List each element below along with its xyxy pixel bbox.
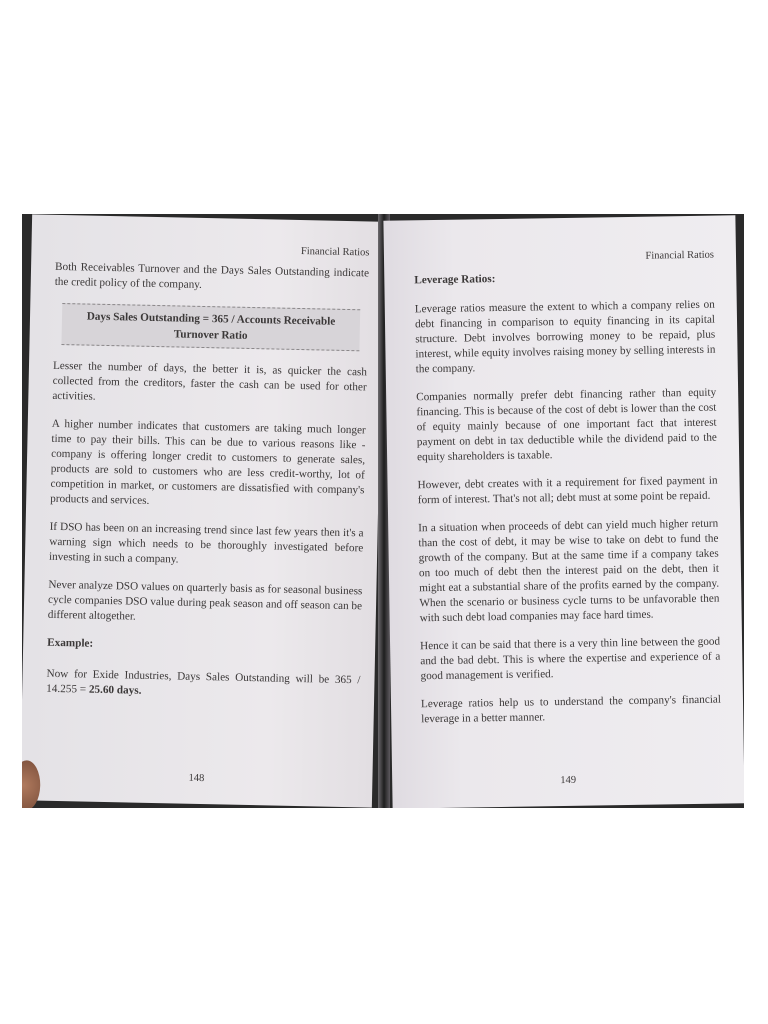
right-paragraph-1: Leverage ratios measure the extent to which a company relies on debt financing in comparison to equity financing in its capital structure. Debt involves borrowing money to be repaid, plus interest, while equity involves raising money by selling interests in the company. [414, 298, 716, 376]
left-page-number: 148 [188, 772, 205, 785]
right-paragraph-4: In a situation when proceeds of debt can yield much higher return than the cost of debt, it may be wise to take on debt to fund the growth of the company. But at the same time if a company takes on too much of debt then the interest paid on the debt, then it might eat a substantial share of the profits earned by the company. When the scenario or business cycle turns to be unfavorable then with such debt load companies may face hard times. [418, 517, 720, 625]
left-intro-paragraph: Both Receivables Turnover and the Days Sales Outstanding indicate the credit policy of the company. [54, 260, 370, 291]
example-paragraph [46, 667, 361, 704]
left-paragraph-2: A higher number indicates that customers are taking much longer time to pay their bills. This can be due to various reasons like - company is offering longer credit to customers to generate sales, products are sold to customers who are less credit-worthy, lot of competition in market, or customers are dissatisfied with company's products and services. [50, 417, 366, 507]
right-running-head: Financial Ratios [645, 249, 715, 262]
dso-formula-box: Days Sales Outstanding = 365 / Accounts Receivable Turnover Ratio [61, 303, 360, 351]
left-paragraph-3: If DSO has been on an increasing trend since last few years then it's a warning sign which needs to be thoroughly investigated before investing in such a company. [48, 520, 364, 566]
left-running-head: Financial Ratios [300, 246, 370, 259]
left-paragraph-1: Lesser the number of days, the better it is, as quicker the cash collected from the creditors, faster the cash can be used for other activities. [52, 359, 368, 403]
left-page [22, 214, 384, 807]
example-text: Now for Exide Industries, Days Sales Outstanding will be 365 / 14.255 = [46, 667, 361, 696]
right-page-number: 149 [560, 774, 577, 787]
left-paragraph-4: Never analyze DSO values on quarterly basis as for seasonal business cycle companies DSO value during peak season and off season can be different altogether. [47, 578, 363, 623]
example-label: Example: [47, 636, 94, 650]
right-page [383, 215, 744, 808]
book-photo [22, 214, 744, 808]
right-paragraph-6: Leverage ratios help us to understand the company's financial leverage in a better manner. [420, 693, 722, 726]
right-paragraph-2: Companies normally prefer debt financing rather than equity financing. This is because of the cost of debt is lower than the cost of equity mainly because of one important fact that interest payment on debt in tax deductible while the dividend paid to the equity shareholders is taxable. [416, 386, 717, 464]
right-paragraph-3: However, debt creates with it a requirement for fixed payment in form of interest. That's not all; debt must at some point be repaid. [417, 474, 718, 507]
leverage-ratios-title: Leverage Ratios: [414, 273, 496, 287]
right-paragraph-5: Hence it can be said that there is a very thin line between the good and the bad debt. This is where the expertise and experience of a good management is verified. [419, 635, 721, 683]
example-result: 25.60 days. [88, 683, 142, 697]
